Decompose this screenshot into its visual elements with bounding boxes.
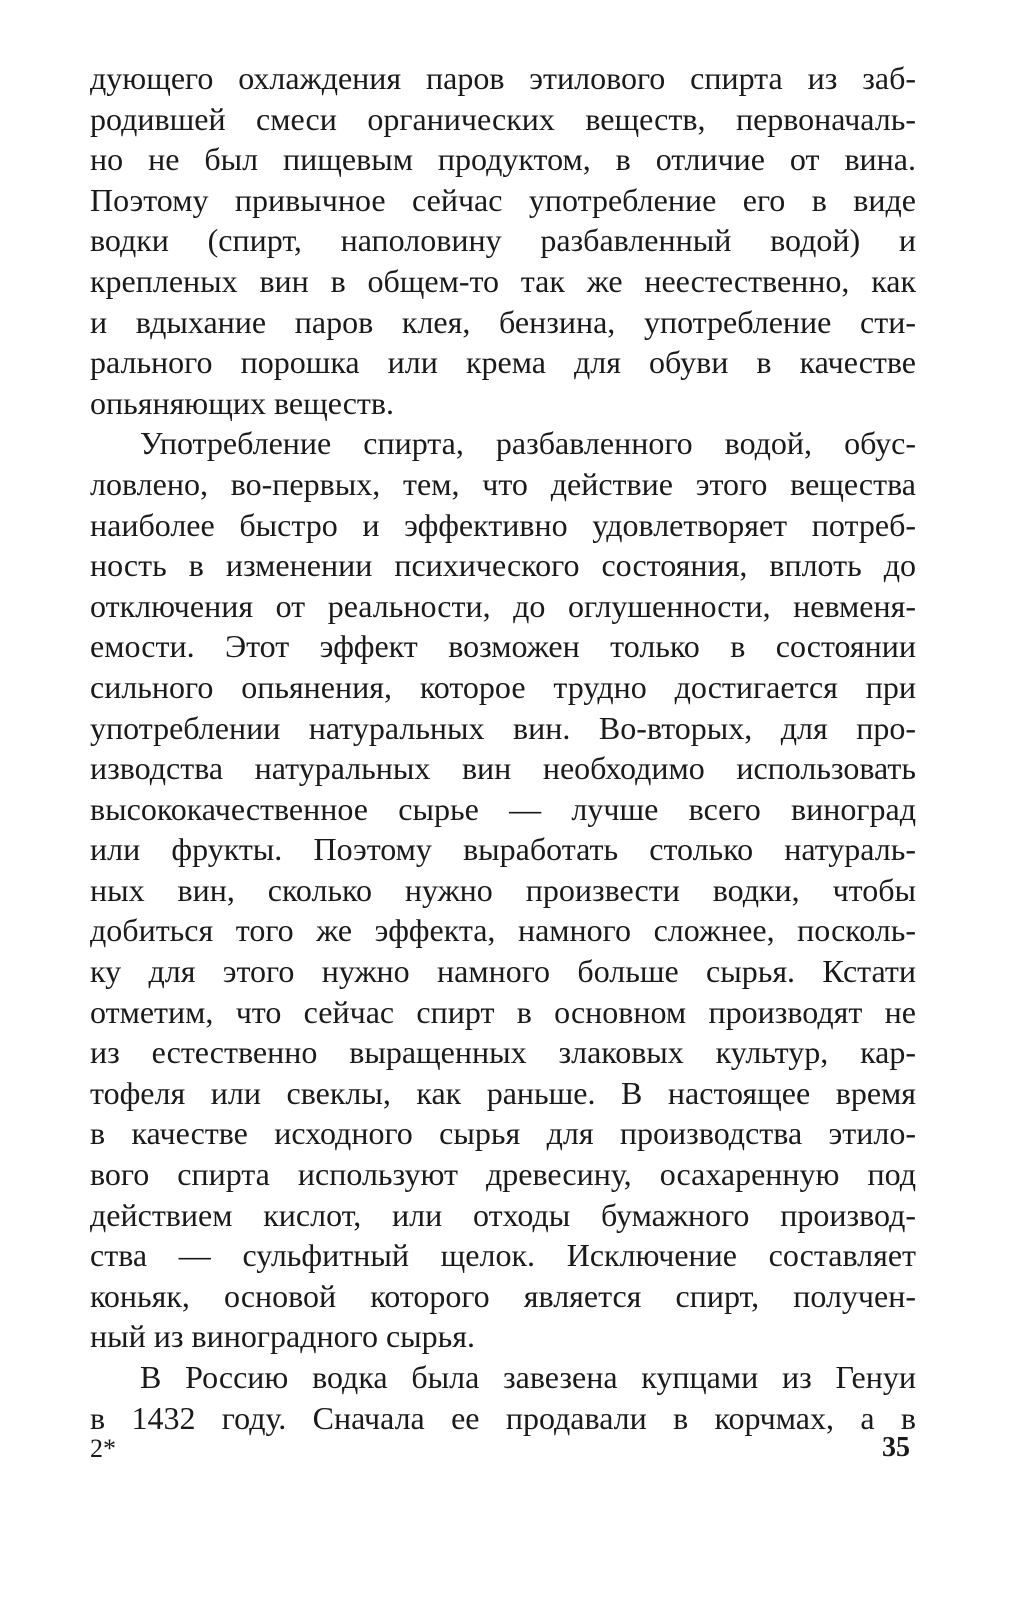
text-line: рального порошка или крема для обуви в качестве bbox=[90, 344, 916, 381]
text-line: действием кислот, или отходы бумажного производ- bbox=[90, 1196, 916, 1233]
text-line: ства — сульфитный щелок. Исключение составляет bbox=[90, 1237, 916, 1274]
text-line: ность в изменении психического состояния, вплоть до bbox=[90, 547, 916, 584]
text-line: опьяняющих веществ. bbox=[90, 384, 395, 421]
text-line: высококачественное сырье — лучше всего виноград bbox=[90, 790, 916, 827]
text-line: отключения от реальности, до оглушенности, невменя- bbox=[90, 587, 916, 624]
text-line: в качестве исходного сырья для производства этило- bbox=[90, 1115, 916, 1152]
text-line: родившей смеси органических веществ, первоначаль- bbox=[90, 100, 916, 137]
text-line: В Россию водка была завезена купцами из Генуи bbox=[140, 1359, 916, 1395]
text-line: коньяк, основой которого является спирт, получен- bbox=[90, 1277, 916, 1314]
text-line: тофеля или свеклы, как раньше. В настоящее время bbox=[90, 1074, 916, 1111]
text-line: емости. Этот эффект возможен только в состоянии bbox=[90, 628, 916, 665]
text-line: из естественно выращенных злаковых культур, кар- bbox=[90, 1034, 916, 1071]
text-line: и вдыхание паров клея, бензина, употребление сти- bbox=[90, 303, 916, 340]
text-line: дующего охлаждения паров этилового спирта из заб- bbox=[90, 60, 916, 96]
page-number: 35 bbox=[882, 1432, 910, 1463]
text-line: сильного опьянения, которое трудно достигается при bbox=[90, 668, 916, 705]
text-line: Поэтому привычное сейчас употребление его в виде bbox=[90, 181, 916, 218]
text-line: вого спирта используют древесину, осахаренную под bbox=[90, 1156, 916, 1193]
signature-mark: 2* bbox=[90, 1434, 116, 1463]
text-line: ных вин, сколько нужно произвести водки, чтобы bbox=[90, 871, 916, 908]
text-line: ный из виноградного сырья. bbox=[90, 1318, 475, 1355]
text-line: отметим, что сейчас спирт в основном производят не bbox=[90, 993, 916, 1030]
text-line: Употребление спирта, разбавленного водой, обус- bbox=[140, 425, 916, 462]
text-line: ку для этого нужно намного больше сырья. Кстати bbox=[90, 953, 916, 990]
text-line: добиться того же эффекта, намного сложнее, посколь- bbox=[90, 912, 916, 949]
body-text bbox=[90, 58, 916, 1438]
text-line: водки (спирт, наполовину разбавленный водой) и bbox=[90, 222, 916, 259]
text-line: наиболее быстро и эффективно удовлетворяет потреб- bbox=[90, 506, 916, 543]
text-line: но не был пищевым продуктом, в отличие от вина. bbox=[90, 141, 916, 178]
text-line: или фрукты. Поэтому выработать столько натураль- bbox=[90, 831, 916, 868]
text-line: в 1432 году. Сначала ее продавали в корчмах, а в bbox=[90, 1399, 916, 1436]
text-line: крепленых вин в общем-то так же неестественно, как bbox=[90, 262, 916, 299]
text-line: употреблении натуральных вин. Во-вторых, для про- bbox=[90, 709, 916, 746]
text-line: ловлено, во-первых, тем, что действие этого вещества bbox=[90, 465, 916, 502]
text-line: изводства натуральных вин необходимо использовать bbox=[90, 750, 916, 787]
